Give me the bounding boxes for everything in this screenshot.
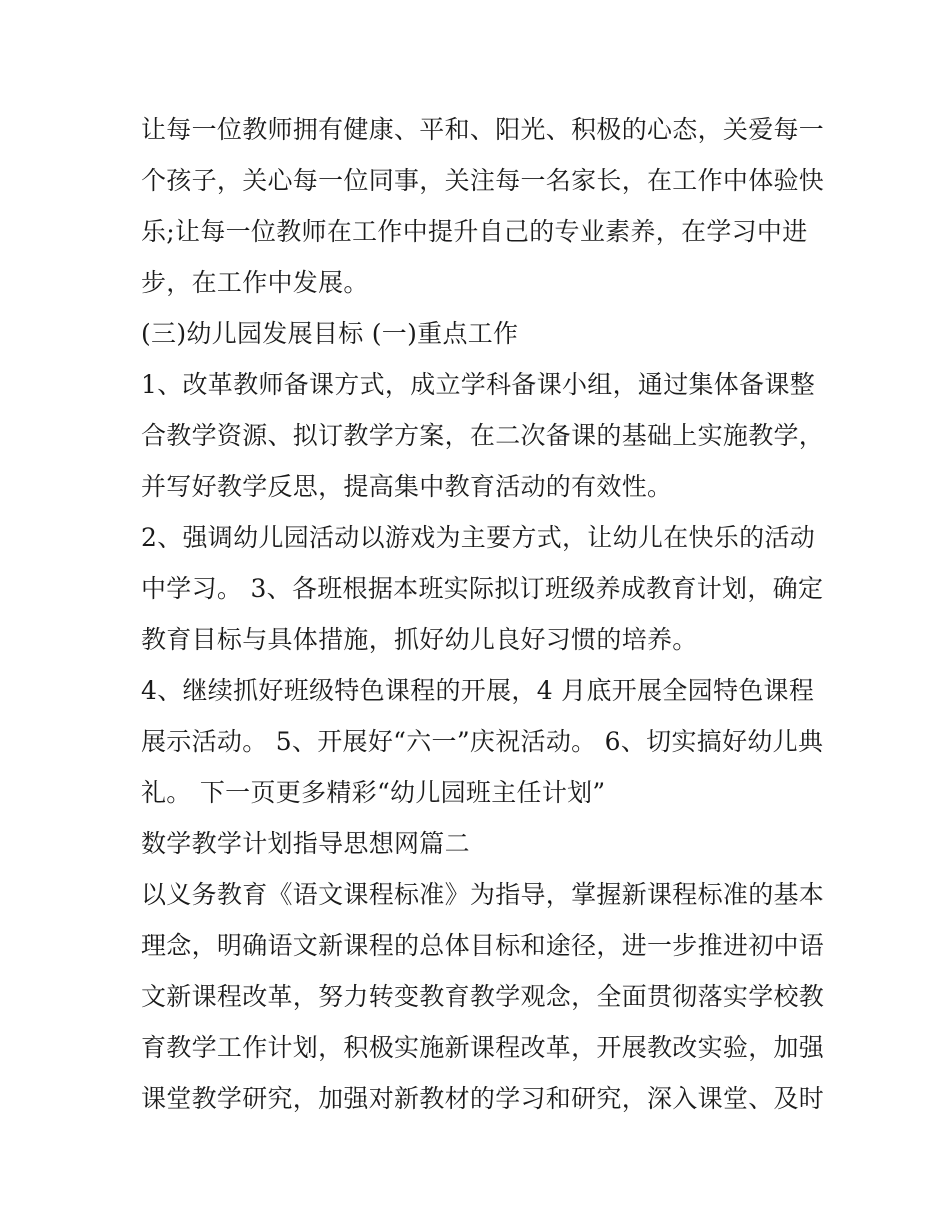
paragraph-line: 步，在工作中发展。 bbox=[141, 268, 369, 297]
paragraph-line: 乐;让每一位教师在工作中提升自己的专业素养，在学习中进 bbox=[141, 217, 808, 246]
section-heading: 数学教学计划指导思想网篇二 bbox=[141, 829, 470, 858]
paragraph-line: 理念，明确语文新课程的总体目标和途径，进一步推进初中语 bbox=[141, 931, 825, 960]
paragraph-line: 1、改革教师备课方式，成立学科备课小组，通过集体备课整 bbox=[141, 370, 816, 399]
paragraph-line: 文新课程改革，努力转变教育教学观念，全面贯彻落实学校教 bbox=[141, 982, 825, 1011]
paragraph-line: 4、继续抓好班级特色课程的开展，4 月底开展全园特色课程 bbox=[141, 676, 815, 705]
paragraph-line: 合教学资源、拟订教学方案，在二次备课的基础上实施教学， bbox=[141, 421, 825, 450]
paragraph-line: 让每一位教师拥有健康、平和、阳光、积极的心态，关爱每一 bbox=[141, 115, 825, 144]
paragraph-line: 以义务教育《语文课程标准》为指导，掌握新课程标准的基本 bbox=[141, 880, 825, 909]
paragraph-line: 中学习。 3、各班根据本班实际拟订班级养成教育计划，确定 bbox=[141, 574, 824, 603]
paragraph-line: 个孩子，关心每一位同事，关注每一名家长，在工作中体验快 bbox=[141, 166, 825, 195]
paragraph-line: 教育目标与具体措施，抓好幼儿良好习惯的培养。 bbox=[141, 625, 698, 654]
paragraph-line: 课堂教学研究，加强对新教材的学习和研究，深入课堂、及时 bbox=[141, 1084, 825, 1113]
document-body bbox=[141, 104, 825, 1124]
paragraph-line: 2、强调幼儿园活动以游戏为主要方式，让幼儿在快乐的活动 bbox=[141, 523, 816, 552]
paragraph-line: 育教学工作计划，积极实施新课程改革，开展教改实验，加强 bbox=[141, 1033, 825, 1062]
section-heading: (三)幼儿园发展目标 (一)重点工作 bbox=[141, 319, 519, 348]
paragraph-line: 礼。 下一页更多精彩“幼儿园班主任计划” bbox=[141, 778, 606, 807]
paragraph-line: 并写好教学反思，提高集中教育活动的有效性。 bbox=[141, 472, 673, 501]
paragraph-line: 展示活动。 5、开展好“六一”庆祝活动。 6、切实搞好幼儿典 bbox=[141, 727, 824, 756]
